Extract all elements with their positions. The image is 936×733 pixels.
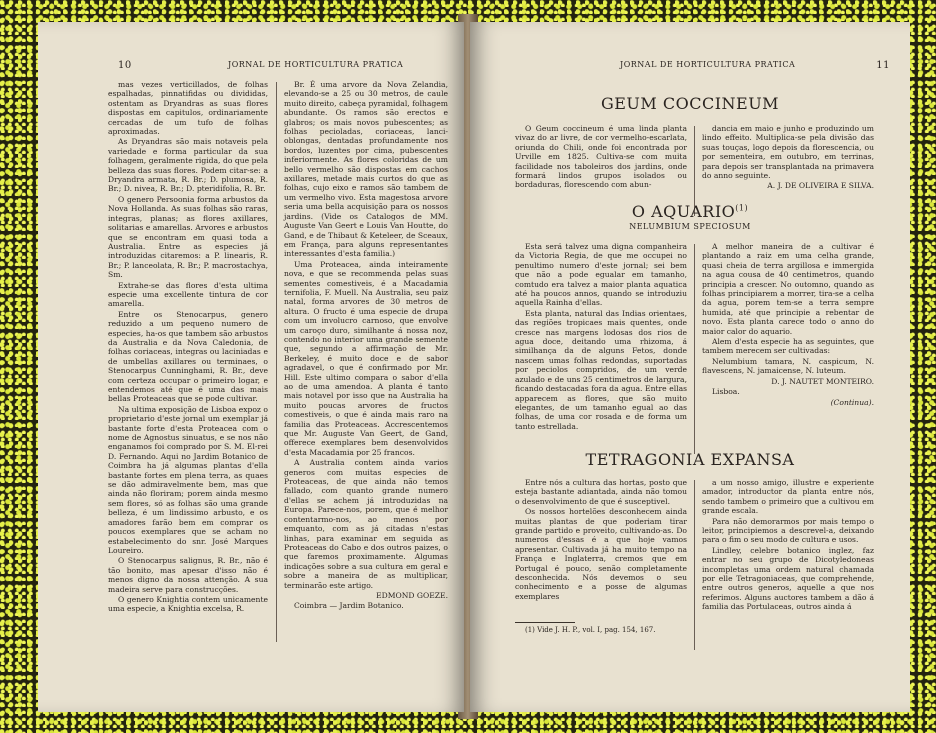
aquario-divider	[694, 244, 695, 454]
article-title-tetragonia: TETRAGONIA EXPANSA	[585, 450, 795, 469]
left-col1-paragraph: Entre os Stenocarpus, genero reduzido a um pequeno numero de especies, ha-os que tambem são arbustos da Australia e da Nova Caledonia, de folhas coriaceas, integras ou laciniadas e de umbellas axillares ou terminaes, o Stenocarpus Cunninghami, R. Br., deve com certeza occupar o primeiro logar, e entendemos até que é uma das mais bellas Proteaceas que se pode cultivar.	[108, 309, 268, 404]
left-column-1	[108, 80, 268, 615]
aquario-continua: (Continua).	[830, 397, 874, 407]
tetragonia-col2-paragraph: a um nosso amigo, illustre e experiente amador, introductor da planta entre nós, sendo tambem o primeiro que a cultivou em grande escala.	[702, 478, 874, 516]
geum-col2-text: dancia em maio e junho e produzindo um lindo effeito. Multiplica-se pela divisão das suas touças, logo depois da florescencia, ou por sementeira, em outubro, em terrinas, para depois ser transplantada na primavera do anno seguinte.	[702, 124, 874, 181]
left-col1-paragraph: Extrahe-se das flores d'esta ultima especie uma excellente tintura de cor amarella.	[108, 280, 268, 309]
left-running-head: JORNAL DE HORTICULTURA PRATICA	[228, 60, 404, 69]
left-col1-paragraph: Na ultima exposição de Lisboa expoz o proprietario d'este jornal um exemplar já bastante forte d'esta Proteacea com o nome de Agnostus sinuatus, e se nos não enganamos foi comprado por S. M. El-rei D. Fernando. Aqui no Jardim Botanico de Coimbra ha já algumas plantas d'ella bastante fortes em plena terra, as quaes se dão admiravelmente bem, mas que ainda não floriram; porem ainda mesmo sem flores, só as folhas são uma grande belleza, é um lindissimo arbusto, e os amadores farão bem em comprar os poucos exemplares que se acham no estabelecimento do snr. José Marques Loureiro.	[108, 404, 268, 555]
right-page	[470, 22, 910, 712]
aquario-title-text: O AQUARIO	[631, 202, 736, 221]
aquario-footnote-mark: (1)	[735, 203, 749, 213]
aquario-signature: D. J. NAUTET MONTEIRO.	[771, 376, 874, 386]
aquario-subtitle: NELUMBIUM SPECIOSUM	[629, 222, 751, 231]
left-col2-paragraph: A Australia contem ainda varios generos com muitas especies de Proteaceas, de que ainda não temos fallado, com quanto grande numero d'ellas se achem já introduzidas na Europa. Parece-nos, porem, que é melhor contentarmo-nos, ao menos por emquanto, com as já citadas n'estas linhas, para examinar em seguida as Proteaceas do Cabo e dos outros paizes, o que faremos proximamente. Algumas indicações sobre a sua cultura em geral e sobre a maneira de as multiplicar, terminarão este artigo.	[284, 458, 448, 590]
geum-column-2	[702, 124, 874, 192]
article-title-geum: GEUM COCCINEUM	[600, 94, 780, 113]
right-page-number: 11	[876, 60, 890, 71]
aquario-column-2	[702, 242, 874, 408]
left-col1-paragraph: O Stenocarpus salignus, R. Br., não é tão bonito, mas apesar d'isso não é menos digno da nossa attenção. A sua madeira serve para construcções.	[108, 556, 268, 594]
left-col1-paragraph: mas vezes verticillados, de folhas espalhadas, pinnatifidas ou divididas, ostentam as Dryandras as suas flores dispostas em capitulos, ordinariamente cercadas de um tufo de folhas aproximadas.	[108, 80, 268, 137]
left-col1-paragraph: As Dryandras são mais notaveis pela variedade e forma particular da sua folhagem, geralmente rigida, do que pela belleza das suas flores. Podem citar-se: a Dryandra armata, R. Br.; D. plumosa, R. Br.; D. nivea, R. Br.; D. pteridifolia, R. Br.	[108, 137, 268, 194]
aquario-col2-paragraph: A melhor maneira de a cultivar é plantando a raiz em uma celha grande, quasi cheia de terra argillosa e immergida na agua cousa de 40 centimetros, quando principia a crescer. No outomno, quando as folhas principiarem a morrer, tira-se a celha da agua, porem tem-se a terra sempre humida, até que principie a rebentar de novo. Esta planta carece todo o anno do maior calor do aquario.	[702, 242, 874, 336]
left-col1-paragraph: O genero Persoonia forma arbustos da Nova Hollanda. As suas folhas são raras, integras, planas; as flores axillares, solitarias e amarellas. Arvores e arbustos que se encontram em quasi toda a Australia. Entre as especies já introduzidas citaremos: a P. linearis, R. Br.; P. lanceolata, R. Br.; P. macrostachya, Sm.	[108, 194, 268, 280]
aquario-col1-paragraph: Esta planta, natural das Indias orientaes, das regiões tropicaes mais quentes, onde cresce nas margens lodosas dos rios de agua doce, deitando uma rhizoma, á similhança da de alguns Fetos, donde nascem umas folhas redondas, suportadas por peciolos compridos, de um verde azulado e de uns 25 centimetros de largura, ficando destacadas fora da agua. Entre ellas apparecem as flores, que são muito elegantes, de um tamanho egual ao das folhas, de uma cor rosada e de forma um tanto estrellada.	[515, 308, 687, 431]
left-column-2	[284, 80, 448, 612]
geum-signature: A. J. DE OLIVEIRA E SILVA.	[767, 181, 874, 191]
right-running-head-row	[620, 60, 890, 69]
footnote: (1) Vide J. H. P., vol. I, pag. 154, 167.	[525, 626, 656, 634]
tetragonia-col1-paragraph: Os nossos hortelões desconhecem ainda muitas plantas de que poderiam tirar grande partido e proveito, cultivando-as. Do numeros d'essas é a que hoje vamos apresentar. Cultivada já ha muito tempo na França e Inglaterra, cremos que em Portugal é pouco, senão completamente desconhecida. Nós devemos o seu conhecimento e a posse de algumas exemplares	[515, 507, 687, 601]
footnote-rule	[515, 622, 575, 623]
tetragonia-col2-paragraph: Lindley, celebre botanico inglez, faz entrar no seu grupo de Dicotyledoneas incompletas uma ordem natural chamada por elle Tetragoniaceas, que comprehende, entre outros generos, aquelle a que nos referimos. Alguns auctores tambem a dão á familia das Portulaceas, outros ainda á	[702, 545, 874, 612]
aquario-col2-paragraph: Nelumbium tamara, N. caspicum, N. flavescens, N. jamaicense, N. luteum.	[702, 356, 874, 376]
aquario-col2-text	[702, 242, 874, 376]
tetragonia-divider	[694, 480, 695, 650]
left-page	[38, 22, 464, 712]
left-col2-paragraph: Br. É uma arvore da Nova Zelandia, elevando-se a 25 ou 30 metros, de caule muito direito, cabeça pyramidal, folhagem abundante. Os ramos são erectos e glabros; os mais novos pubescentes; as folhas pecioladas, coriaceas, lanci-oblongas, dentadas profundamente nos bordos, luzentes por cima, pubescentes inferiormente. As flores coloridas de um bello vermelho são dispostas em cachos axillares, metade mais curtos do que as folhas, cujo eixo e ramos são tambem de um vermelho vivo. Esta magestosa arvore seria uma bella acquisição para os nossos jardins. (Vide os Catalogos de MM. Auguste Van Geert e Louis Van Houtte, do Gand, e de Thibaut & Keteleer, de Sceaux, em França, para alguns representantes interessantes d'esta familia.)	[284, 80, 448, 259]
tetragonia-column-2	[702, 478, 874, 613]
left-col2-paragraph: Uma Proteacea, ainda inteiramente nova, e que se recommenda pelas suas sementes comestiveis, é a Macadamia ternifolia, F. Muell. Na Australia, seu paiz natal, forma arvores de 30 metros de altura. O fructo é uma especie de drupa com um involucro carnoso, que envolve um caroço duro, similhante á nossa noz, contendo no interior uma grande semente que, segundo a affirmação de Mr. Berkeley, é muito doce e de sabor agradavel, o que é confirmado por Mr. Hill. Este ultimo compara o sabor d'ella ao de uma amendoa. A planta é tanto mais notavel por isso que na Australia ha muito poucas arvores de fructos comestiveis, o que é ainda mais raro na familia das Proteaceas. Accrescentemos que Mr. Auguste Van Geert, de Gand, offerece exemplares bem desenvolvidos d'esta Macadamia por 25 francos.	[284, 259, 448, 457]
tetragonia-column-1	[515, 478, 687, 602]
left-signature-place: Coimbra — Jardim Botanico.	[294, 601, 404, 611]
column-divider	[276, 82, 277, 642]
geum-column-1	[515, 124, 687, 191]
aquario-column-1	[515, 242, 687, 432]
tetragonia-col1-paragraph: Entre nós a cultura das hortas, posto que esteja bastante adiantada, ainda não tomou o desenvolvimento de que é susceptivel.	[515, 478, 687, 506]
left-page-number: 10	[118, 60, 132, 71]
aquario-col2-paragraph: Alem d'esta especie ha as seguintes, que tambem merecem ser cultivadas:	[702, 337, 874, 356]
right-running-head: JORNAL DE HORTICULTURA PRATICA	[620, 60, 796, 69]
aquario-col1-paragraph: Esta será talvez uma digna companheira da Victoria Regia, de que me occupei no penultimo numero d'este jornal; sei bem que não a pode egualar em tamanho, comtudo era talvez a maior planta aquatica até ha poucos annos, quando se introduziu aquella Rainha d'ellas.	[515, 242, 687, 308]
left-running-head-row	[118, 60, 448, 71]
left-col1-paragraph: O genero Knightia contem unicamente uma especie, a Knightia excelsa, R.	[108, 594, 268, 614]
article-title-aquario	[510, 202, 870, 221]
geum-col1-text: O Geum coccineum é uma linda planta vivaz do ar livre, de cor vermelho-escarlata, oriunda do Chili, onde foi encontrada por Urville em 1825. Cultiva-se com muita facilidade nos taboleiros dos jardins, onde formará lindos grupos isolados ou bordaduras, florescendo com abun-	[515, 124, 687, 190]
tetragonia-col2-paragraph: Para não demorarmos por mais tempo o leitor, principiemos a descrevel-a, deixando para o fim o seu modo de cultura e usos.	[702, 516, 874, 545]
left-signature: EDMOND GOEZE.	[376, 590, 448, 600]
aquario-place: Lisboa.	[712, 387, 740, 397]
left-column-2-text	[284, 80, 448, 590]
